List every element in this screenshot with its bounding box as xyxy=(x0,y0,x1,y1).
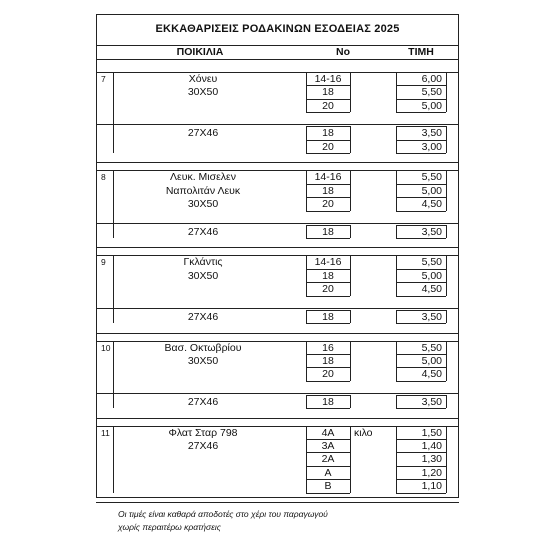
price-col-right xyxy=(446,310,447,323)
size-no: Α xyxy=(324,466,332,479)
price-col-right xyxy=(446,395,447,408)
price: 1,50 xyxy=(421,426,442,439)
price-col-right xyxy=(446,341,447,381)
price-col-right xyxy=(446,72,447,112)
price: 1,20 xyxy=(421,466,442,479)
group-rule xyxy=(96,308,459,309)
no-col-right xyxy=(350,341,351,381)
price-cell-rule xyxy=(396,112,446,113)
no-col-left xyxy=(306,310,307,323)
no-col-left xyxy=(306,72,307,112)
no-col-right xyxy=(350,395,351,408)
size-no: Β xyxy=(324,480,332,493)
no-col-left xyxy=(306,255,307,295)
size-no: 16 xyxy=(322,341,334,354)
variety-name: Χόνευ xyxy=(188,73,218,85)
size-no: 18 xyxy=(322,184,334,197)
size-no: 18 xyxy=(322,310,334,323)
size-no: 20 xyxy=(322,368,334,381)
variety-name: Ναπολιτάν Λευκ xyxy=(165,184,241,197)
size-no: 2Α xyxy=(321,453,335,466)
page-title: ΕΚΚΑΘΑΡΙΣΕΙΣ ΡΟΔΑΚΙΝΩΝ ΕΣΟΔΕΙΑΣ 2025 xyxy=(155,23,400,35)
no-col-right xyxy=(350,426,351,493)
variety-name: Φλατ Σταρ 798 xyxy=(168,426,238,439)
no-cell-rule xyxy=(306,381,350,382)
header-variety: ΠΟΙΚΙΛΙΑ xyxy=(176,46,224,58)
size-no: 20 xyxy=(322,283,334,296)
variety-name: Γκλάντις xyxy=(183,256,223,269)
price-cell-rule xyxy=(396,296,446,297)
price-col-left xyxy=(396,426,397,493)
size-no: 20 xyxy=(322,140,334,153)
price: 1,40 xyxy=(421,439,442,452)
price: 5,00 xyxy=(421,269,442,282)
price-cell-rule xyxy=(396,493,446,494)
price-col-right xyxy=(446,225,447,238)
size-no: 18 xyxy=(322,225,334,238)
price: 1,30 xyxy=(421,453,442,466)
no-cell-rule xyxy=(306,493,350,494)
no-cell-rule xyxy=(306,296,350,297)
variety-bottom-rule xyxy=(96,162,459,163)
price: 4,50 xyxy=(421,368,442,381)
price-cell-rule xyxy=(396,381,446,382)
pack-size: 27Χ46 xyxy=(187,439,219,452)
no-cell-rule xyxy=(306,112,350,113)
unit-label: κιλο xyxy=(354,426,373,439)
pack-size: 27Χ46 xyxy=(187,225,219,238)
header-bottom-rule xyxy=(96,59,459,60)
group-rule xyxy=(96,393,459,394)
no-col-left xyxy=(306,395,307,408)
price: 5,50 xyxy=(421,341,442,354)
no-col-right xyxy=(350,310,351,323)
size-no: 18 xyxy=(322,269,334,282)
variety-bottom-rule xyxy=(96,502,459,503)
pack-size: 30Χ50 xyxy=(187,198,219,211)
price-cell-rule xyxy=(396,323,446,324)
no-col-right xyxy=(350,72,351,112)
no-col-left xyxy=(306,426,307,493)
size-no: 18 xyxy=(322,395,334,408)
price-cell-rule xyxy=(396,211,446,212)
price-col-left xyxy=(396,72,397,112)
size-no: 20 xyxy=(322,198,334,211)
no-col-right xyxy=(350,255,351,295)
no-col-right xyxy=(350,170,351,210)
price-cell-rule xyxy=(396,238,446,239)
price: 5,50 xyxy=(421,86,442,99)
size-no: 20 xyxy=(322,99,334,112)
footer-note-line2: χωρίς περαιτέρω κρατήσεις xyxy=(118,522,221,532)
price-col-left xyxy=(396,341,397,381)
price-cell-rule xyxy=(396,153,446,154)
pack-size: 27Χ46 xyxy=(187,310,219,323)
no-cell-rule xyxy=(306,238,350,239)
price-col-left xyxy=(396,310,397,323)
no-col-left xyxy=(306,341,307,381)
no-cell-rule xyxy=(306,408,350,409)
price: 3,50 xyxy=(421,310,442,323)
number-col-rule xyxy=(113,170,114,238)
price: 4,50 xyxy=(421,283,442,296)
no-cell-rule xyxy=(306,153,350,154)
footer-note-line1: Οι τιμές είναι καθαρά αποδοτές στο χέρι του παραγωγού xyxy=(118,509,328,519)
variety-number: 11 xyxy=(101,427,110,438)
number-col-rule xyxy=(113,255,114,323)
number-col-rule xyxy=(113,72,114,153)
price-col-right xyxy=(446,255,447,295)
size-no: 14-16 xyxy=(314,256,342,269)
size-no: 3Α xyxy=(321,439,335,452)
price-col-right xyxy=(446,170,447,210)
size-no: 18 xyxy=(322,127,334,140)
price: 5,50 xyxy=(421,171,442,184)
no-col-left xyxy=(306,126,307,153)
price: 5,00 xyxy=(421,354,442,367)
pack-size: 27Χ46 xyxy=(187,127,219,140)
variety-bottom-rule xyxy=(96,333,459,334)
price: 3,50 xyxy=(421,225,442,238)
pack-size: 30Χ50 xyxy=(187,269,219,282)
variety-name: Βασ. Οκτωβρίου xyxy=(164,341,242,354)
number-col-rule xyxy=(113,426,114,493)
no-cell-rule xyxy=(306,211,350,212)
price: 3,50 xyxy=(421,395,442,408)
size-no: 14-16 xyxy=(314,73,342,85)
header-price: ΤΙΜΗ xyxy=(408,46,434,58)
price-col-left xyxy=(396,395,397,408)
variety-number: 9 xyxy=(101,257,106,268)
variety-number: 10 xyxy=(101,342,111,353)
no-col-right xyxy=(350,126,351,153)
variety-number: 7 xyxy=(101,74,106,84)
size-no: 4Α xyxy=(321,426,335,439)
price-col-left xyxy=(396,225,397,238)
pack-size: 30Χ50 xyxy=(187,354,219,367)
price: 3,00 xyxy=(421,140,442,153)
price: 5,50 xyxy=(421,256,442,269)
price-col-right xyxy=(446,126,447,153)
price: 3,50 xyxy=(421,127,442,140)
size-no: 18 xyxy=(322,86,334,99)
pack-size: 27Χ46 xyxy=(187,395,219,408)
variety-bottom-rule xyxy=(96,247,459,248)
price-cell-rule xyxy=(396,408,446,409)
price: 4,50 xyxy=(421,198,442,211)
price-col-left xyxy=(396,170,397,210)
price-col-left xyxy=(396,126,397,153)
price: 1,10 xyxy=(421,480,442,493)
no-col-left xyxy=(306,170,307,210)
number-col-rule xyxy=(113,341,114,409)
price: 5,00 xyxy=(421,99,442,112)
price: 6,00 xyxy=(421,73,442,85)
no-cell-rule xyxy=(306,323,350,324)
variety-number: 8 xyxy=(101,172,106,183)
pack-size: 30Χ50 xyxy=(187,86,219,99)
price: 5,00 xyxy=(421,184,442,197)
header-no: Νο xyxy=(336,46,350,58)
price-col-left xyxy=(396,255,397,295)
no-col-left xyxy=(306,225,307,238)
price-col-right xyxy=(446,426,447,493)
size-no: 18 xyxy=(322,354,334,367)
variety-name: Λευκ. Μισελεν xyxy=(170,171,236,184)
no-col-right xyxy=(350,225,351,238)
group-rule xyxy=(96,124,459,125)
variety-bottom-rule xyxy=(96,418,459,419)
group-rule xyxy=(96,223,459,224)
size-no: 14-16 xyxy=(314,171,342,184)
